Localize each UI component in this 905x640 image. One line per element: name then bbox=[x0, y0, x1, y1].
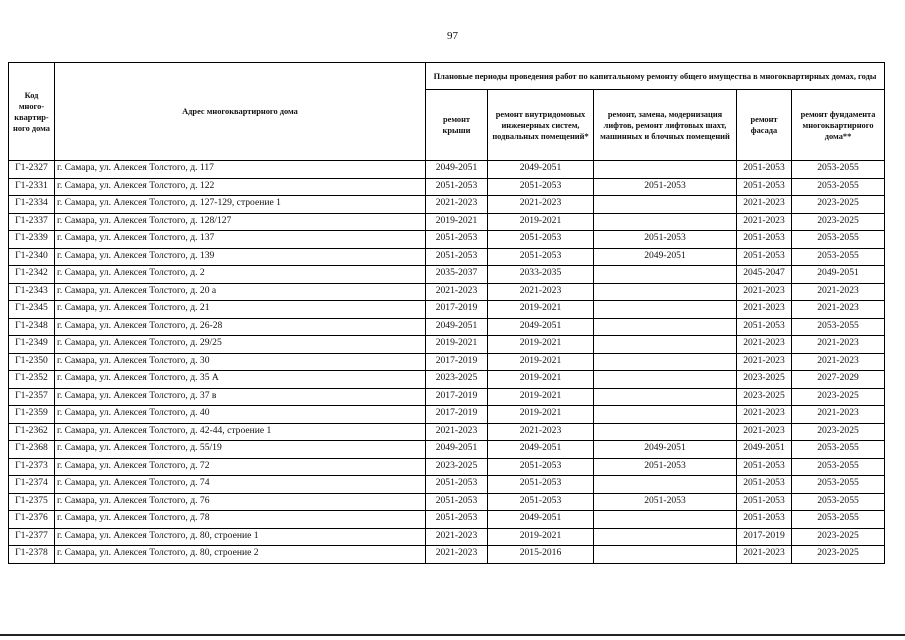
cell-elevators bbox=[594, 336, 737, 354]
table-row bbox=[9, 318, 885, 336]
cell-code: Г1-2373 bbox=[9, 458, 55, 476]
cell-elevators bbox=[594, 388, 737, 406]
table-row bbox=[9, 493, 885, 511]
table-row bbox=[9, 231, 885, 249]
cell-roof: 2019-2021 bbox=[426, 213, 488, 231]
cell-elevators bbox=[594, 406, 737, 424]
cell-elevators: 2051-2053 bbox=[594, 458, 737, 476]
table-row bbox=[9, 336, 885, 354]
cell-foundation: 2023-2025 bbox=[792, 423, 885, 441]
cell-facade: 2051-2053 bbox=[737, 511, 792, 529]
cell-foundation: 2053-2055 bbox=[792, 476, 885, 494]
cell-address: г. Самара, ул. Алексея Толстого, д. 21 bbox=[55, 301, 426, 319]
table-row bbox=[9, 178, 885, 196]
cell-roof: 2021-2023 bbox=[426, 546, 488, 564]
table-row bbox=[9, 476, 885, 494]
cell-address: г. Самара, ул. Алексея Толстого, д. 122 bbox=[55, 178, 426, 196]
cell-elevators bbox=[594, 266, 737, 284]
cell-roof: 2051-2053 bbox=[426, 493, 488, 511]
cell-foundation: 2053-2055 bbox=[792, 248, 885, 266]
cell-foundation: 2021-2023 bbox=[792, 406, 885, 424]
table-row bbox=[9, 266, 885, 284]
cell-facade: 2021-2023 bbox=[737, 301, 792, 319]
cell-elevators: 2049-2051 bbox=[594, 441, 737, 459]
cell-engineering: 2019-2021 bbox=[488, 406, 594, 424]
cell-elevators bbox=[594, 161, 737, 179]
cell-code: Г1-2375 bbox=[9, 493, 55, 511]
cell-address: г. Самара, ул. Алексея Толстого, д. 74 bbox=[55, 476, 426, 494]
table-body bbox=[9, 161, 885, 564]
cell-engineering: 2021-2023 bbox=[488, 283, 594, 301]
header-periods-group: Плановые периоды проведения работ по капитальному ремонту общего имущества в многоквартирных домах, годы bbox=[426, 63, 885, 90]
cell-engineering: 2051-2053 bbox=[488, 231, 594, 249]
cell-roof: 2019-2021 bbox=[426, 336, 488, 354]
header-code: Код много-квартир-ного дома bbox=[9, 63, 55, 161]
table-row bbox=[9, 546, 885, 564]
cell-code: Г1-2345 bbox=[9, 301, 55, 319]
cell-roof: 2035-2037 bbox=[426, 266, 488, 284]
cell-engineering: 2049-2051 bbox=[488, 511, 594, 529]
cell-engineering: 2051-2053 bbox=[488, 248, 594, 266]
cell-roof: 2051-2053 bbox=[426, 178, 488, 196]
capital-repair-table bbox=[8, 62, 885, 564]
cell-roof: 2017-2019 bbox=[426, 301, 488, 319]
cell-facade: 2051-2053 bbox=[737, 178, 792, 196]
cell-roof: 2051-2053 bbox=[426, 511, 488, 529]
cell-elevators bbox=[594, 353, 737, 371]
cell-facade: 2051-2053 bbox=[737, 458, 792, 476]
table-row bbox=[9, 283, 885, 301]
bottom-rule bbox=[0, 634, 905, 636]
cell-roof: 2049-2051 bbox=[426, 318, 488, 336]
cell-address: г. Самара, ул. Алексея Толстого, д. 26-28 bbox=[55, 318, 426, 336]
cell-facade: 2051-2053 bbox=[737, 476, 792, 494]
table-row bbox=[9, 528, 885, 546]
cell-address: г. Самара, ул. Алексея Толстого, д. 42-44, строение 1 bbox=[55, 423, 426, 441]
cell-engineering: 2019-2021 bbox=[488, 213, 594, 231]
cell-address: г. Самара, ул. Алексея Толстого, д. 137 bbox=[55, 231, 426, 249]
cell-roof: 2021-2023 bbox=[426, 423, 488, 441]
cell-foundation: 2023-2025 bbox=[792, 388, 885, 406]
cell-address: г. Самара, ул. Алексея Толстого, д. 72 bbox=[55, 458, 426, 476]
cell-engineering: 2051-2053 bbox=[488, 493, 594, 511]
cell-address: г. Самара, ул. Алексея Толстого, д. 40 bbox=[55, 406, 426, 424]
cell-engineering: 2033-2035 bbox=[488, 266, 594, 284]
cell-facade: 2023-2025 bbox=[737, 388, 792, 406]
cell-engineering: 2015-2016 bbox=[488, 546, 594, 564]
cell-facade: 2021-2023 bbox=[737, 336, 792, 354]
cell-facade: 2051-2053 bbox=[737, 248, 792, 266]
cell-foundation: 2053-2055 bbox=[792, 493, 885, 511]
cell-elevators bbox=[594, 301, 737, 319]
cell-roof: 2017-2019 bbox=[426, 353, 488, 371]
table-row bbox=[9, 248, 885, 266]
cell-elevators bbox=[594, 196, 737, 214]
cell-code: Г1-2378 bbox=[9, 546, 55, 564]
page-number: 97 bbox=[447, 30, 458, 42]
cell-elevators: 2051-2053 bbox=[594, 178, 737, 196]
cell-roof: 2021-2023 bbox=[426, 283, 488, 301]
cell-roof: 2017-2019 bbox=[426, 388, 488, 406]
cell-address: г. Самара, ул. Алексея Толстого, д. 30 bbox=[55, 353, 426, 371]
cell-code: Г1-2374 bbox=[9, 476, 55, 494]
cell-address: г. Самара, ул. Алексея Толстого, д. 139 bbox=[55, 248, 426, 266]
cell-elevators: 2051-2053 bbox=[594, 493, 737, 511]
cell-code: Г1-2350 bbox=[9, 353, 55, 371]
cell-engineering: 2049-2051 bbox=[488, 318, 594, 336]
cell-code: Г1-2342 bbox=[9, 266, 55, 284]
table-row bbox=[9, 388, 885, 406]
header-roof: ремонт крыши bbox=[426, 90, 488, 161]
header-address: Адрес многоквартирного дома bbox=[55, 63, 426, 161]
cell-elevators bbox=[594, 318, 737, 336]
cell-code: Г1-2357 bbox=[9, 388, 55, 406]
cell-foundation: 2021-2023 bbox=[792, 283, 885, 301]
cell-facade: 2021-2023 bbox=[737, 283, 792, 301]
cell-address: г. Самара, ул. Алексея Толстого, д. 128/127 bbox=[55, 213, 426, 231]
cell-elevators: 2051-2053 bbox=[594, 231, 737, 249]
table-row bbox=[9, 458, 885, 476]
cell-code: Г1-2343 bbox=[9, 283, 55, 301]
cell-roof: 2051-2053 bbox=[426, 231, 488, 249]
cell-engineering: 2019-2021 bbox=[488, 353, 594, 371]
cell-foundation: 2027-2029 bbox=[792, 371, 885, 389]
table-row bbox=[9, 213, 885, 231]
cell-roof: 2051-2053 bbox=[426, 248, 488, 266]
cell-facade: 2051-2053 bbox=[737, 493, 792, 511]
cell-code: Г1-2359 bbox=[9, 406, 55, 424]
cell-elevators bbox=[594, 213, 737, 231]
cell-address: г. Самара, ул. Алексея Толстого, д. 37 в bbox=[55, 388, 426, 406]
cell-address: г. Самара, ул. Алексея Толстого, д. 2 bbox=[55, 266, 426, 284]
cell-code: Г1-2337 bbox=[9, 213, 55, 231]
cell-elevators bbox=[594, 371, 737, 389]
cell-foundation: 2049-2051 bbox=[792, 266, 885, 284]
cell-foundation: 2053-2055 bbox=[792, 178, 885, 196]
table-row bbox=[9, 423, 885, 441]
cell-facade: 2021-2023 bbox=[737, 196, 792, 214]
cell-foundation: 2053-2055 bbox=[792, 231, 885, 249]
table-row bbox=[9, 406, 885, 424]
cell-code: Г1-2362 bbox=[9, 423, 55, 441]
cell-engineering: 2049-2051 bbox=[488, 161, 594, 179]
cell-address: г. Самара, ул. Алексея Толстого, д. 80, строение 2 bbox=[55, 546, 426, 564]
cell-foundation: 2021-2023 bbox=[792, 353, 885, 371]
cell-code: Г1-2331 bbox=[9, 178, 55, 196]
cell-facade: 2021-2023 bbox=[737, 546, 792, 564]
cell-code: Г1-2377 bbox=[9, 528, 55, 546]
cell-engineering: 2019-2021 bbox=[488, 301, 594, 319]
cell-elevators bbox=[594, 528, 737, 546]
table-row bbox=[9, 353, 885, 371]
table-row bbox=[9, 511, 885, 529]
cell-elevators: 2049-2051 bbox=[594, 248, 737, 266]
cell-foundation: 2053-2055 bbox=[792, 511, 885, 529]
cell-roof: 2017-2019 bbox=[426, 406, 488, 424]
cell-engineering: 2051-2053 bbox=[488, 458, 594, 476]
cell-facade: 2051-2053 bbox=[737, 161, 792, 179]
cell-engineering: 2021-2023 bbox=[488, 196, 594, 214]
cell-address: г. Самара, ул. Алексея Толстого, д. 80, строение 1 bbox=[55, 528, 426, 546]
cell-engineering: 2051-2053 bbox=[488, 178, 594, 196]
cell-engineering: 2019-2021 bbox=[488, 336, 594, 354]
cell-foundation: 2053-2055 bbox=[792, 458, 885, 476]
cell-foundation: 2021-2023 bbox=[792, 336, 885, 354]
cell-address: г. Самара, ул. Алексея Толстого, д. 55/19 bbox=[55, 441, 426, 459]
cell-elevators bbox=[594, 423, 737, 441]
cell-facade: 2021-2023 bbox=[737, 423, 792, 441]
cell-foundation: 2023-2025 bbox=[792, 546, 885, 564]
cell-facade: 2045-2047 bbox=[737, 266, 792, 284]
table-row bbox=[9, 196, 885, 214]
cell-engineering: 2019-2021 bbox=[488, 388, 594, 406]
cell-roof: 2023-2025 bbox=[426, 371, 488, 389]
cell-code: Г1-2349 bbox=[9, 336, 55, 354]
cell-elevators bbox=[594, 511, 737, 529]
cell-facade: 2017-2019 bbox=[737, 528, 792, 546]
cell-foundation: 2023-2025 bbox=[792, 196, 885, 214]
cell-roof: 2051-2053 bbox=[426, 476, 488, 494]
header-engineering: ремонт внутридомовых инженерных систем, подвальных помещений* bbox=[488, 90, 594, 161]
cell-address: г. Самара, ул. Алексея Толстого, д. 35 А bbox=[55, 371, 426, 389]
cell-address: г. Самара, ул. Алексея Толстого, д. 20 а bbox=[55, 283, 426, 301]
cell-code: Г1-2340 bbox=[9, 248, 55, 266]
cell-facade: 2021-2023 bbox=[737, 406, 792, 424]
cell-facade: 2051-2053 bbox=[737, 231, 792, 249]
cell-facade: 2051-2053 bbox=[737, 318, 792, 336]
cell-code: Г1-2352 bbox=[9, 371, 55, 389]
cell-elevators bbox=[594, 283, 737, 301]
cell-facade: 2021-2023 bbox=[737, 353, 792, 371]
cell-foundation: 2023-2025 bbox=[792, 213, 885, 231]
cell-foundation: 2023-2025 bbox=[792, 528, 885, 546]
cell-code: Г1-2339 bbox=[9, 231, 55, 249]
cell-code: Г1-2348 bbox=[9, 318, 55, 336]
cell-elevators bbox=[594, 546, 737, 564]
cell-code: Г1-2327 bbox=[9, 161, 55, 179]
cell-code: Г1-2334 bbox=[9, 196, 55, 214]
cell-roof: 2049-2051 bbox=[426, 441, 488, 459]
header-facade: ремонт фасада bbox=[737, 90, 792, 161]
table-row bbox=[9, 301, 885, 319]
cell-engineering: 2051-2053 bbox=[488, 476, 594, 494]
header-elevators: ремонт, замена, модернизация лифтов, ремонт лифтовых шахт, машинных и блочных помещений bbox=[594, 90, 737, 161]
cell-foundation: 2053-2055 bbox=[792, 161, 885, 179]
cell-address: г. Самара, ул. Алексея Толстого, д. 76 bbox=[55, 493, 426, 511]
cell-facade: 2049-2051 bbox=[737, 441, 792, 459]
cell-code: Г1-2376 bbox=[9, 511, 55, 529]
cell-engineering: 2019-2021 bbox=[488, 528, 594, 546]
cell-address: г. Самара, ул. Алексея Толстого, д. 117 bbox=[55, 161, 426, 179]
cell-foundation: 2053-2055 bbox=[792, 441, 885, 459]
table-row bbox=[9, 161, 885, 179]
cell-roof: 2023-2025 bbox=[426, 458, 488, 476]
cell-foundation: 2053-2055 bbox=[792, 318, 885, 336]
cell-address: г. Самара, ул. Алексея Толстого, д. 78 bbox=[55, 511, 426, 529]
cell-elevators bbox=[594, 476, 737, 494]
cell-address: г. Самара, ул. Алексея Толстого, д. 127-129, строение 1 bbox=[55, 196, 426, 214]
cell-code: Г1-2368 bbox=[9, 441, 55, 459]
cell-engineering: 2049-2051 bbox=[488, 441, 594, 459]
table-header bbox=[9, 63, 885, 161]
cell-facade: 2021-2023 bbox=[737, 213, 792, 231]
cell-address: г. Самара, ул. Алексея Толстого, д. 29/25 bbox=[55, 336, 426, 354]
cell-roof: 2021-2023 bbox=[426, 196, 488, 214]
cell-roof: 2021-2023 bbox=[426, 528, 488, 546]
cell-engineering: 2021-2023 bbox=[488, 423, 594, 441]
cell-roof: 2049-2051 bbox=[426, 161, 488, 179]
header-foundation: ремонт фундамента многоквартирного дома** bbox=[792, 90, 885, 161]
cell-foundation: 2021-2023 bbox=[792, 301, 885, 319]
table-row bbox=[9, 371, 885, 389]
table-row bbox=[9, 441, 885, 459]
cell-engineering: 2019-2021 bbox=[488, 371, 594, 389]
cell-facade: 2023-2025 bbox=[737, 371, 792, 389]
